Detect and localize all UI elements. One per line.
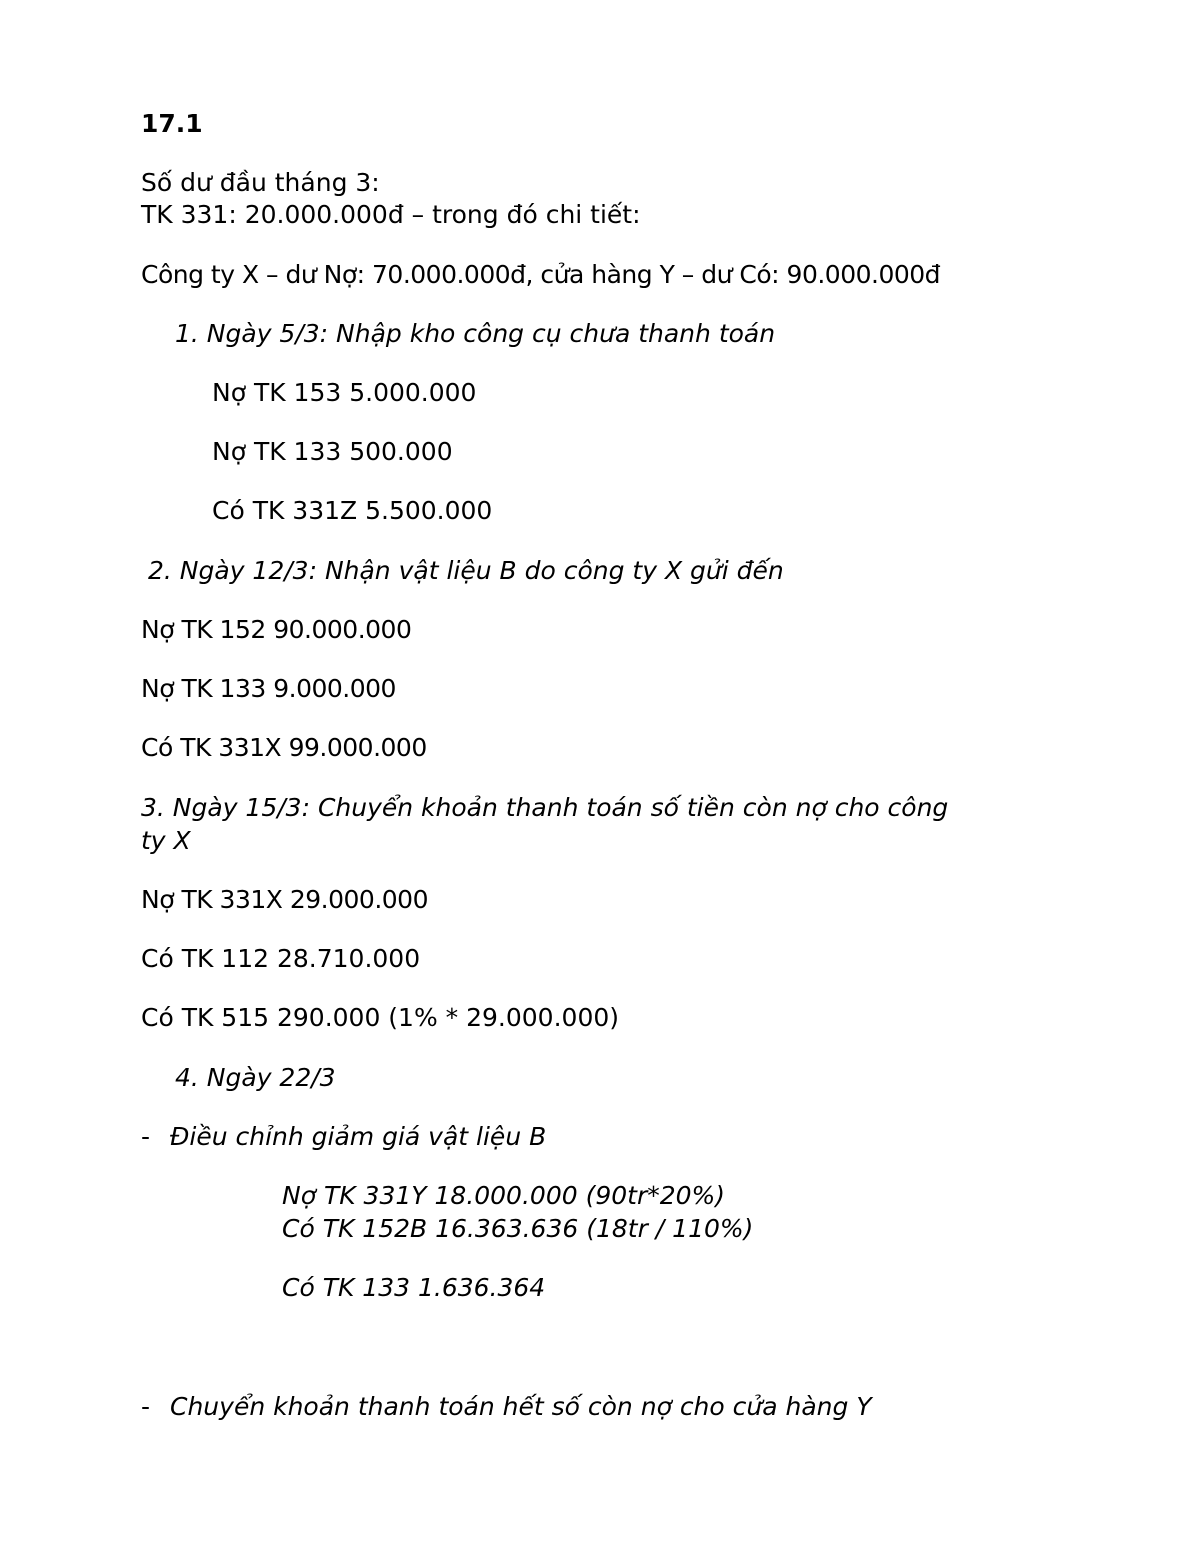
item-2-title: 2. Ngày 12/3: Nhận vật liệu B do công ty X gửi đến bbox=[148, 556, 784, 585]
item-3-entry: Nợ TK 331X 29.000.000 bbox=[141, 885, 428, 914]
opening-balance-title: Số dư đầu tháng 3: bbox=[141, 168, 380, 197]
item-4-sub-1-entry: Có TK 152B 16.363.636 (18tr / 110%) bbox=[282, 1214, 754, 1243]
item-4-sub-1-entry: Có TK 133 1.636.364 bbox=[282, 1273, 546, 1302]
item-1-title: 1. Ngày 5/3: Nhập kho công cụ chưa thanh toán bbox=[175, 319, 776, 348]
item-1-entry: Nợ TK 153 5.000.000 bbox=[212, 378, 477, 407]
item-3-entry: Có TK 515 290.000 (1% * 29.000.000) bbox=[141, 1003, 620, 1032]
item-1-entry: Có TK 331Z 5.500.000 bbox=[212, 496, 493, 525]
item-3-entry: Có TK 112 28.710.000 bbox=[141, 944, 421, 973]
item-4-title: 4. Ngày 22/3 bbox=[175, 1063, 336, 1092]
item-2-entry: Nợ TK 152 90.000.000 bbox=[141, 615, 412, 644]
item-3-title: 3. Ngày 15/3: Chuyển khoản thanh toán số tiền còn nợ cho công bbox=[141, 793, 949, 822]
item-2-entry: Nợ TK 133 9.000.000 bbox=[141, 674, 396, 703]
item-2-entry: Có TK 331X 99.000.000 bbox=[141, 733, 427, 762]
opening-balance-tk331: TK 331: 20.000.000đ – trong đó chi tiết: bbox=[141, 200, 641, 229]
section-heading: 17.1 bbox=[141, 109, 203, 138]
item-4-sub-1-entry: Nợ TK 331Y 18.000.000 (90tr*20%) bbox=[282, 1181, 726, 1210]
item-3-title-continued: ty X bbox=[141, 826, 191, 855]
item-4-sub-2: Chuyển khoản thanh toán hết số còn nợ cho cửa hàng Y bbox=[170, 1392, 872, 1421]
item-4-sub-1: Điều chỉnh giảm giá vật liệu B bbox=[170, 1122, 547, 1151]
opening-balance-detail: Công ty X – dư Nợ: 70.000.000đ, cửa hàng Y – dư Có: 90.000.000đ bbox=[141, 260, 941, 289]
bullet-dash: - bbox=[141, 1392, 151, 1421]
bullet-dash: - bbox=[141, 1122, 151, 1151]
item-1-entry: Nợ TK 133 500.000 bbox=[212, 437, 453, 466]
